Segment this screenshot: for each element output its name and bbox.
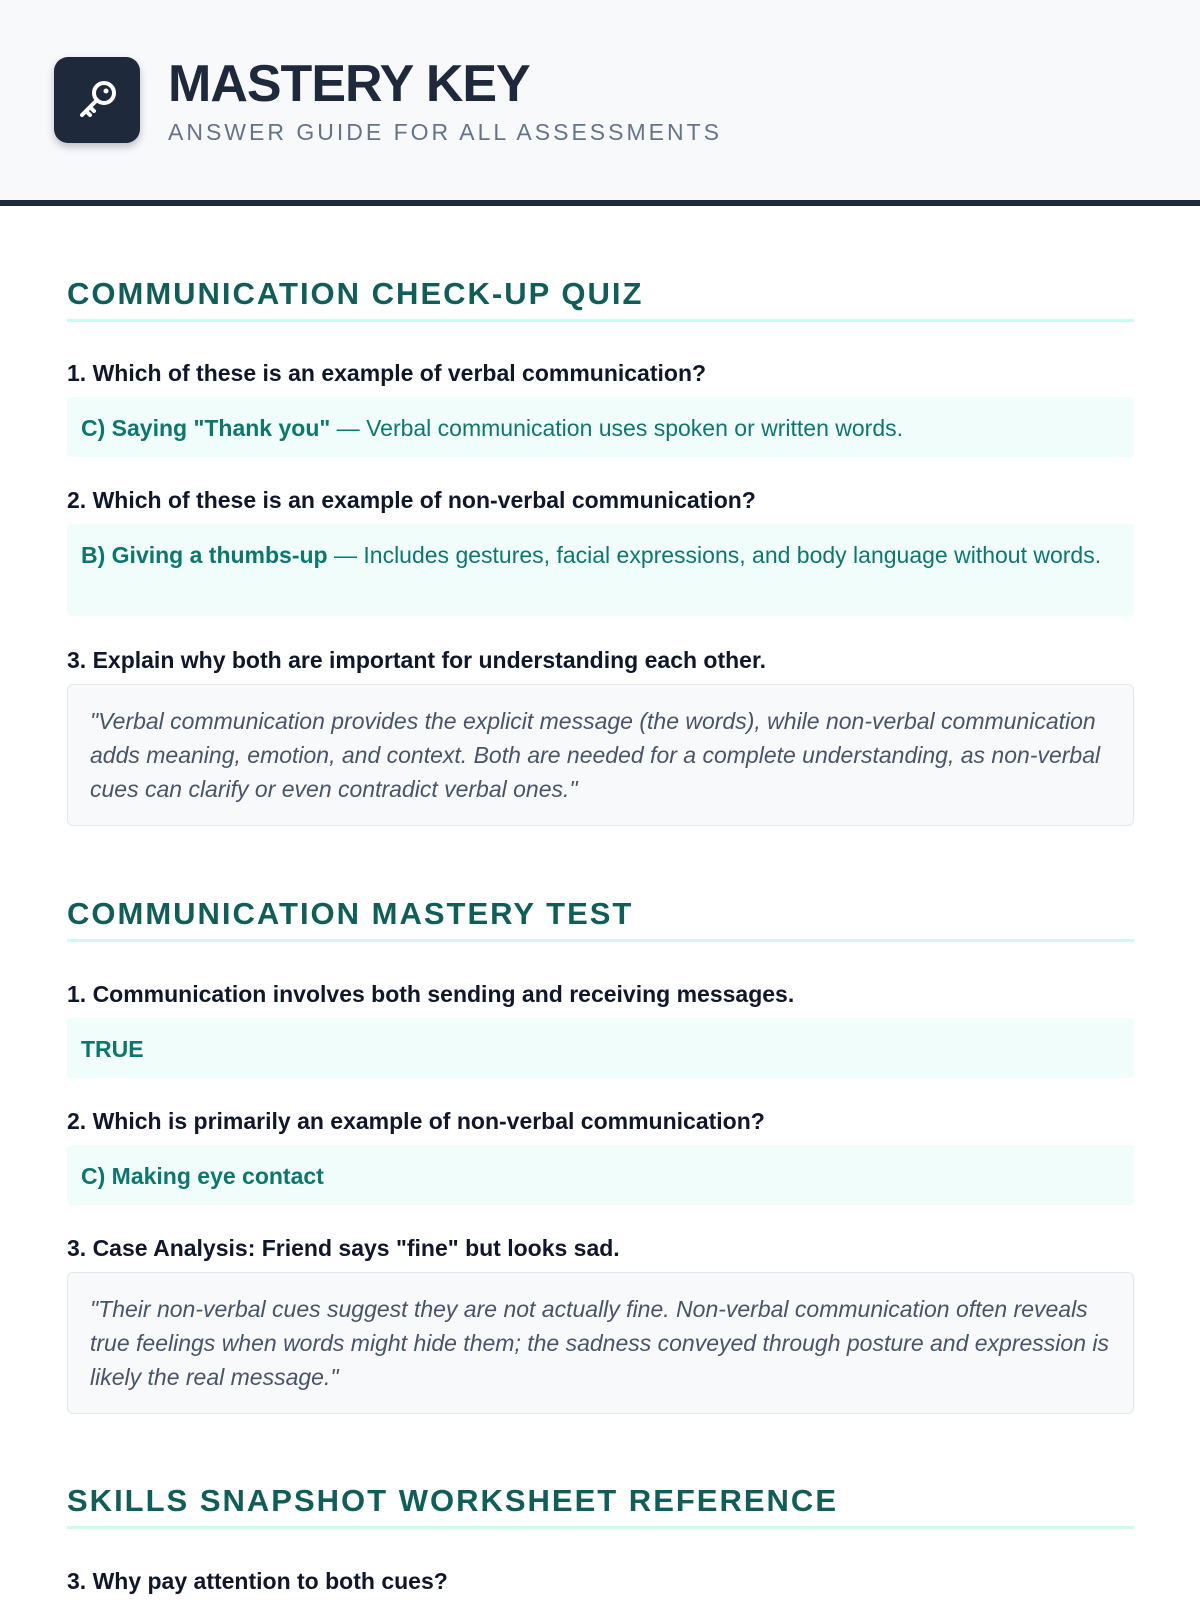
key-icon [71,74,123,126]
page-title: MASTERY KEY [168,55,530,113]
answer-key: C) Saying "Thank you" [81,415,331,441]
question: 3. Why pay attention to both cues? [67,1568,448,1594]
answer-key: TRUE [81,1036,144,1062]
question: 2. Which of these is an example of non-verbal communication? [67,487,756,513]
answer-box [67,397,1134,457]
question: 1. Communication involves both sending and receiving messages. [67,981,795,1007]
section-heading: COMMUNICATION MASTERY TEST [67,894,1134,942]
page-subtitle: ANSWER GUIDE FOR ALL ASSESSMENTS [168,119,722,145]
answer-key: C) Making eye contact [81,1163,324,1189]
answer-box [67,524,1134,616]
answer-key: B) Giving a thumbs-up [81,542,328,568]
question: 1. Which of these is an example of verbal communication? [67,360,707,386]
model-answer-box: "Their non-verbal cues suggest they are not actually fine. Non-verbal communication often reveals true feelings when words might hide them; the sadness conveyed through posture and expression is likely the real message." [67,1272,1134,1414]
answer-explanation: Verbal communication uses spoken or written words. [366,415,903,441]
answer-box [67,1018,1134,1078]
section-heading: SKILLS SNAPSHOT WORKSHEET REFERENCE [67,1481,1134,1529]
answer-separator: — [330,415,367,441]
section-heading: COMMUNICATION CHECK-UP QUIZ [67,274,1134,322]
answer-box [67,1145,1134,1205]
answer-explanation: Includes gestures, facial expressions, and body language without words. [363,542,1102,568]
question: 2. Which is primarily an example of non-verbal communication? [67,1108,765,1134]
model-answer-box: "Verbal communication provides the explicit message (the words), while non-verbal communication adds meaning, emotion, and context. Both are needed for a complete understanding, as non-verbal cues can clarify or even contradict verbal ones." [67,684,1134,826]
question: 3. Explain why both are important for understanding each other. [67,647,767,673]
logo [54,57,140,143]
answer-separator: — [327,542,364,568]
question: 3. Case Analysis: Friend says "fine" but looks sad. [67,1235,620,1261]
page-header [0,0,1200,206]
